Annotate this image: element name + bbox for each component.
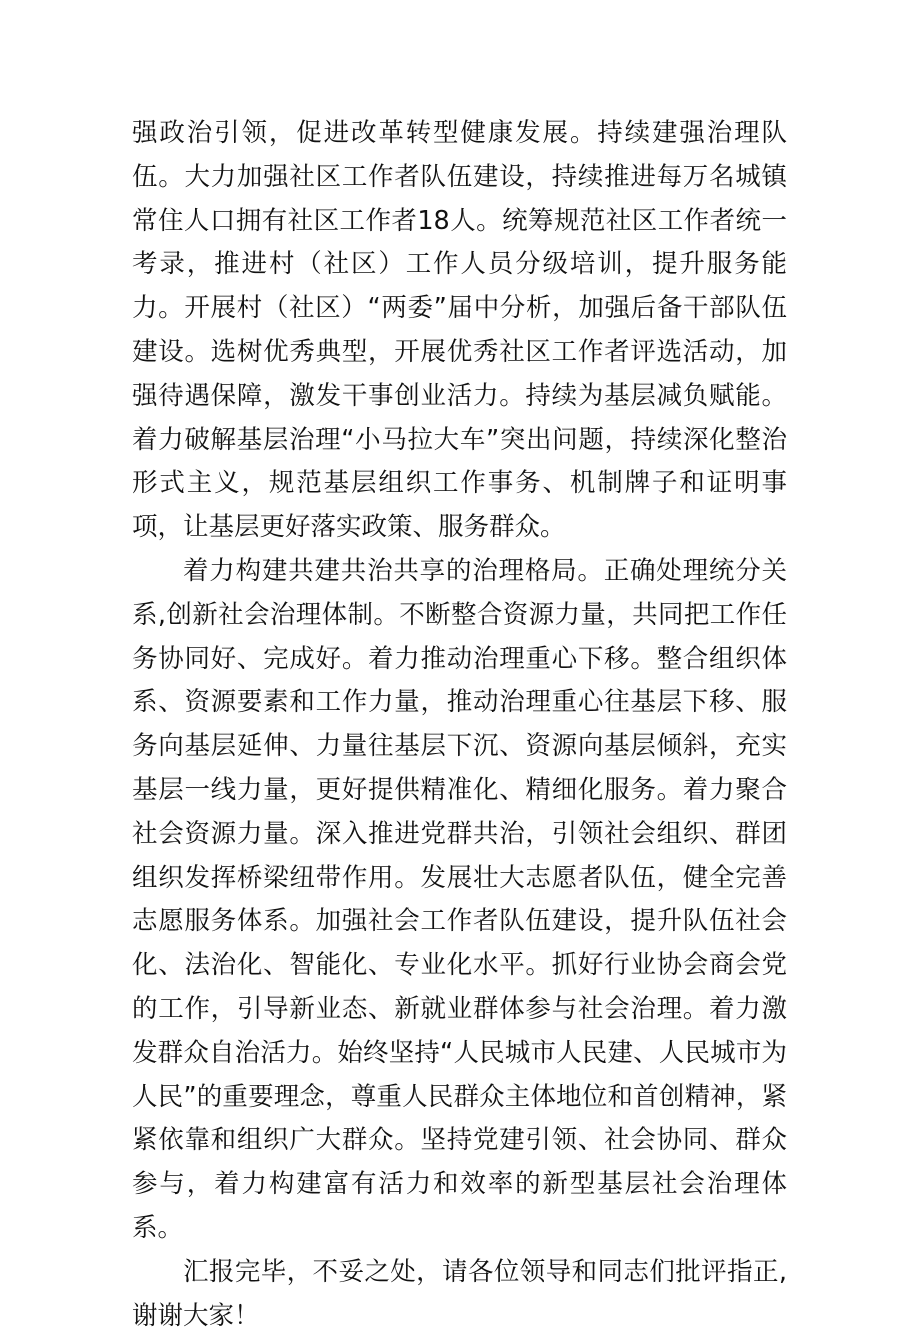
paragraph-2: 着力构建共建共治共享的治理格局。正确处理统分关系,创新社会治理体制。不断整合资源力量，共同把工作任务协同好、完成好。着力推动治理重心下移。整合组织体系、资源要素和工作力量，推动治理重心往基层下移、服务向基层延伸、力量往基层下沉、资源向基层倾斜，充实基层一线力量，更好提供精准化、精细化服务。着力聚合社会资源力量。深入推进党群共治，引领社会组织、群团组织发挥桥梁纽带作用。发展壮大志愿者队伍，健全完善志愿服务体系。加强社会工作者队伍建设，提升队伍社会化、法治化、智能化、专业化水平。抓好行业协会商会党的工作，引导新业态、新就业群体参与社会治理。着力激发群众自治活力。始终坚持“人民城市人民建、人民城市为人民”的重要理念，尊重人民群众主体地位和首创精神，紧紧依靠和组织广大群众。坚持党建引领、社会协同、群众参与，着力构建富有活力和效率的新型基层社会治理体系。 bbox=[132, 555, 787, 1243]
document-body bbox=[132, 112, 787, 1338]
paragraph-1: 强政治引领，促进改革转型健康发展。持续建强治理队伍。大力加强社区工作者队伍建设，持续推进每万名城镇常住人口拥有社区工作者18人。统筹规范社区工作者统一考录，推进村（社区）工作人员分级培训，提升服务能力。开展村（社区）“两委”届中分析，加强后备干部队伍建设。选树优秀典型，开展优秀社区工作者评选活动，加强待遇保障，激发干事创业活力。持续为基层减负赋能。着力破解基层治理“小马拉大车”突出问题，持续深化整治形式主义，规范基层组织工作事务、机制牌子和证明事项，让基层更好落实政策、服务群众。 bbox=[132, 118, 787, 543]
paragraph-3: 汇报完毕，不妥之处，请各位领导和同志们批评指正,谢谢大家！ bbox=[132, 1256, 787, 1331]
